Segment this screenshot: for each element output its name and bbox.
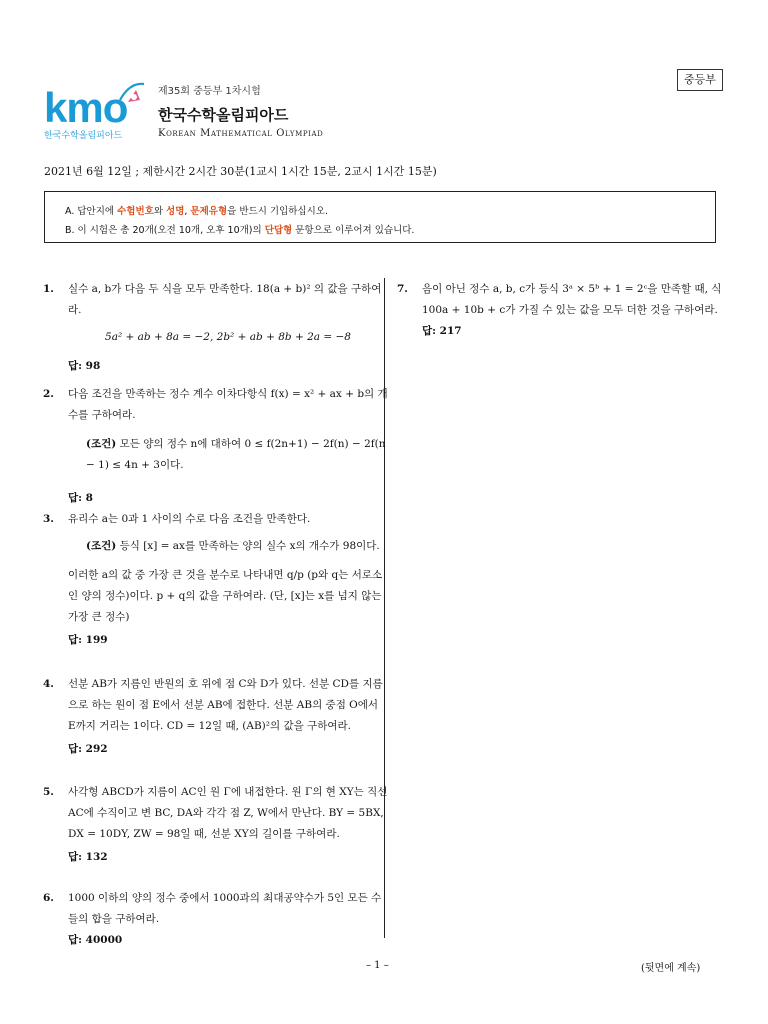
problem-answer: 답: 132	[68, 851, 108, 863]
notice-a-mid-2: ,	[184, 206, 191, 217]
problem-text-continued: 이러한 a의 값 중 가장 큰 것을 분수로 나타내면 q/p (p와 q는 서로소인 양의 정수)이다. p + q의 값을 구하여라. (단, [x]는 x를 넘지 않는 가장 큰 정수)	[68, 569, 383, 623]
problem-1	[43, 279, 388, 377]
exam-info: 2021년 6월 12일 ; 제한시간 2시간 30분(1교시 1시간 15분, 2교시 1시간 15분)	[44, 165, 437, 178]
problem-text: 선분 AB가 지름인 반원의 호 위에 점 C와 D가 있다. 선분 CD를 지름으로 하는 원이 점 E에서 선분 AB에 접한다. 선분 AB의 중점 O에서 E까지 거리는 1이다. CD = 12일 때, (AB)²의 값을 구하여라.	[68, 678, 383, 732]
condition-label: (조건)	[86, 438, 117, 450]
problem-answer: 답: 199	[68, 634, 108, 646]
problem-text: 실수 a, b가 다음 두 식을 모두 만족한다. 18(a + b)² 의 값을 구하여라.	[68, 283, 382, 316]
problem-2	[43, 384, 388, 509]
problem-answer: 답: 217	[422, 325, 462, 337]
kmo-logo-mark-icon	[110, 80, 150, 110]
notice-line-a	[65, 203, 328, 217]
problem-number: 6.	[43, 892, 54, 904]
notice-line-b	[65, 222, 414, 236]
org-name-korean: 한국수학올림피아드	[158, 106, 289, 124]
problem-answer: 답: 40000	[68, 934, 123, 946]
problem-number: 1.	[43, 283, 54, 295]
notice-b-prefix: B. 이 시험은 총 20개(오전 10개, 오후 10개)의	[65, 225, 265, 236]
notice-a-mid-1: 와	[153, 206, 167, 217]
continued-note: (뒷면에 계속)	[641, 963, 701, 974]
notice-a-prefix: A. 답안지에	[65, 206, 118, 217]
problem-equation: 5a² + ab + 8a = −2, 2b² + ab + 8b + 2a = −8	[105, 331, 351, 343]
exam-title: 제35회 중등부 1차시험	[158, 86, 261, 97]
logo-subtitle: 한국수학올림피아드	[44, 131, 123, 141]
notice-b-suffix: 문항으로 이루어져 있습니다.	[292, 225, 415, 236]
problem-text: 음이 아닌 정수 a, b, c가 등식 3ᵃ × 5ᵇ + 1 = 2ᶜ을 만족할 때, 식 100a + 10b + c가 가질 수 있는 값을 모두 더한 것을 구하여라.	[422, 283, 722, 316]
notice-a-highlight-1: 수험번호	[117, 206, 154, 217]
problem-condition	[86, 536, 388, 557]
division-badge: 중등부	[677, 69, 723, 91]
problem-5	[43, 782, 388, 868]
problem-number: 3.	[43, 513, 54, 525]
problem-text: 1000 이하의 양의 정수 중에서 1000과의 최대공약수가 5인 모든 수들의 합을 구하여라.	[68, 892, 382, 925]
notice-b-highlight: 단답형	[264, 225, 293, 236]
problem-number: 4.	[43, 678, 54, 690]
problem-6	[43, 888, 388, 951]
problem-answer: 답: 98	[68, 360, 101, 372]
problem-4	[43, 674, 388, 760]
notice-a-highlight-2: 성명	[166, 206, 185, 217]
problem-answer: 답: 8	[68, 492, 93, 504]
condition-text: 등식 [x] = ax를 만족하는 양의 실수 x의 개수가 98이다.	[116, 540, 380, 552]
problem-7	[397, 279, 742, 342]
page-number: – 1 –	[366, 960, 389, 971]
problem-3	[43, 509, 388, 651]
problem-text: 다음 조건을 만족하는 정수 계수 이차다항식 f(x) = x² + ax + b의 개수를 구하여라.	[68, 388, 388, 421]
problem-text: 유리수 a는 0과 1 사이의 수로 다음 조건을 만족한다.	[68, 513, 311, 525]
problem-answer: 답: 292	[68, 743, 108, 755]
notice-a-highlight-3: 문제유형	[190, 206, 228, 217]
problem-number: 7.	[397, 283, 408, 295]
problem-number: 5.	[43, 786, 54, 798]
condition-text: 모든 양의 정수 n에 대하여 0 ≤ f(2n+1) − 2f(n) − 2f(n − 1) ≤ 4n + 3이다.	[86, 438, 386, 471]
kmo-logo: kmo	[44, 84, 128, 131]
problem-number: 2.	[43, 388, 54, 400]
org-name-english: Korean Mathematical Olympiad	[158, 128, 324, 139]
notice-a-suffix: 을 반드시 기입하십시오.	[227, 206, 328, 217]
condition-label: (조건)	[86, 540, 117, 552]
notice-box	[44, 191, 716, 243]
problem-text: 사각형 ABCD가 지름이 AC인 원 Γ에 내접한다. 원 Γ의 현 XY는 직선 AC에 수직이고 변 BC, DA와 각각 점 Z, W에서 만난다. BY = 5BX, DX = 10DY, ZW = 98일 때, 선분 XY의 길이를 구하여라.	[68, 786, 388, 840]
problem-condition	[86, 434, 388, 476]
